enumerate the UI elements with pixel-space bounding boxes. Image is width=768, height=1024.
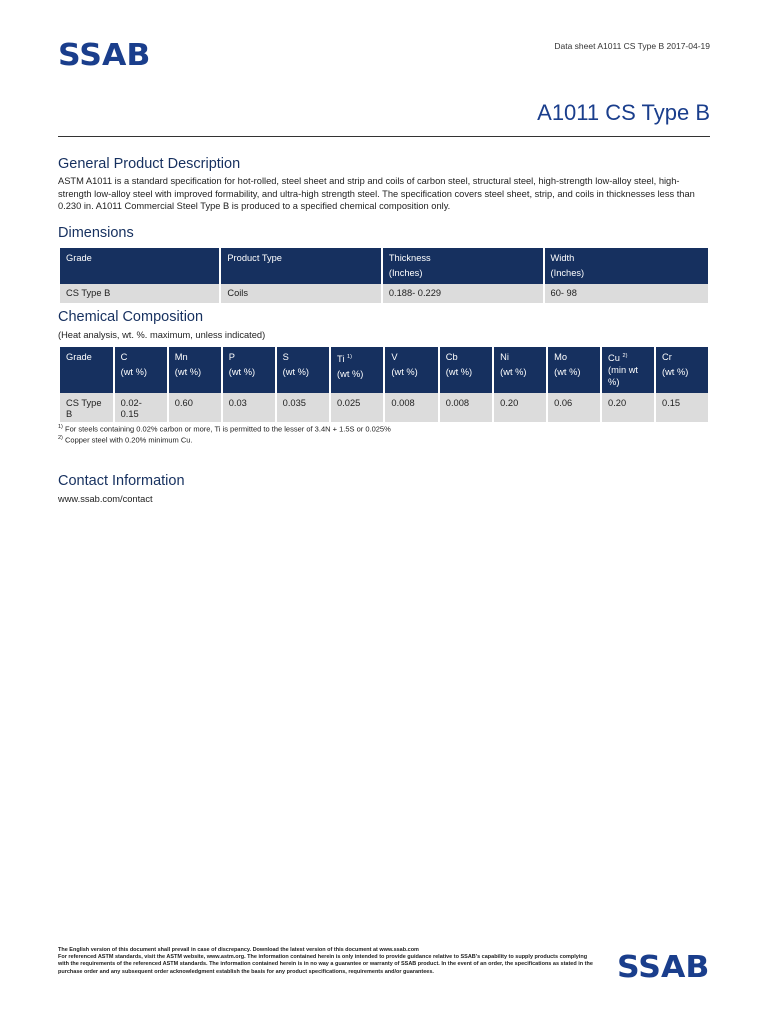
chemical-header-cell: Mn (wt %)	[169, 347, 221, 393]
chemical-composition-table	[58, 347, 710, 422]
chemical-header-cell: Cb (wt %)	[440, 347, 492, 393]
table-cell: 0.03	[223, 393, 275, 422]
dimensions-header-row	[60, 248, 708, 284]
chemical-composition-heading: Chemical Composition	[58, 309, 204, 325]
table-cell: 0.035	[277, 393, 329, 422]
footnote-1: $^{1)}$ For steels containing 0.02% carbon or more, Ti is permitted to the lesser of 3.4N + 1.5S or 0.025%	[58, 424, 391, 434]
table-cell: 0.008	[440, 393, 492, 422]
table-cell: 0.20	[602, 393, 654, 422]
footer-line-2: For referenced ASTM standards, visit the ASTM website, www.astm.org. The information contained herein is only intended to provide guidance relative to SSAB's capability to supply products complying with the requirements of the referenced ASTM standards. The information contained herein is in no way a guarantee or warranty of SSAB product. In the event of an order, the specifications as stated in the purchase order and any subsequent order acknowledgment establish the basis for any product specifications, requirements and/or guarantees.	[58, 954, 593, 975]
table-cell: 0.02- 0.15	[115, 393, 167, 422]
table-cell: CS Type B	[60, 393, 113, 422]
table-cell: 0.60	[169, 393, 221, 422]
footnote-2: $^{2)}$ Copper steel with 0.20% minimum Cu.	[58, 435, 193, 445]
chemical-header-cell: Mo (wt %)	[548, 347, 600, 393]
chemical-header-cell: P (wt %)	[223, 347, 275, 393]
dimensions-header-cell: Thickness (Inches)	[383, 248, 543, 284]
table-cell: 0.20	[494, 393, 546, 422]
title-divider	[58, 136, 710, 137]
document-meta: Data sheet A1011 CS Type B 2017-04-19	[554, 41, 710, 51]
table-cell: 0.06	[548, 393, 600, 422]
page-title: A1011 CS Type B	[537, 100, 710, 125]
dimensions-heading: Dimensions	[58, 225, 134, 241]
contact-heading: Contact Information	[58, 473, 185, 489]
chemical-header-cell: Ti $^{1)}$ (wt %)	[331, 347, 383, 393]
legal-footer	[58, 947, 598, 976]
dimensions-table	[58, 248, 710, 303]
table-row	[60, 284, 708, 303]
chemical-header-cell: Cr (wt %)	[656, 347, 708, 393]
chemical-header-cell: C (wt %)	[115, 347, 167, 393]
table-cell: 0.008	[385, 393, 437, 422]
ssab-logo-footer: SSAB	[617, 950, 710, 985]
dimensions-header-cell: Grade	[60, 248, 219, 284]
chemical-composition-subheading: (Heat analysis, wt. %. maximum, unless indicated)	[58, 330, 266, 340]
table-cell: 0.025	[331, 393, 383, 422]
ssab-logo: SSAB	[58, 38, 151, 73]
footer-line-1: The English version of this document shall prevail in case of discrepancy. Download the latest version of this document at www.ssab.com	[58, 947, 419, 953]
dimensions-header-cell: Width (Inches)	[545, 248, 708, 284]
chemical-header-cell: Ni (wt %)	[494, 347, 546, 393]
chemical-header-cell: S (wt %)	[277, 347, 329, 393]
chemical-header-cell: Grade	[60, 347, 113, 393]
table-cell: Coils	[221, 284, 380, 303]
table-cell: CS Type B	[60, 284, 219, 303]
table-row	[60, 393, 708, 422]
general-description-heading: General Product Description	[58, 156, 241, 172]
chemical-header-cell: V (wt %)	[385, 347, 437, 393]
general-description-text: ASTM A1011 is a standard specification for hot-rolled, steel sheet and strip and coils of carbon steel, structural steel, high-strength low-alloy steel, high-strength low-alloy steel with improved formability, and ultra-high strength steel. The specification covers steel sheet, strip, and coils in thicknesses less than 0.230 in. A1011 Commercial Steel Type B is produced to a specified chemical composition only.	[58, 176, 695, 211]
chemical-header-cell: Cu $^{2)}$ (min wt %)	[602, 347, 654, 393]
table-cell: 60- 98	[545, 284, 708, 303]
dimensions-header-cell: Product Type	[221, 248, 380, 284]
contact-link[interactable]: www.ssab.com/contact	[58, 494, 153, 504]
table-cell: 0.188- 0.229	[383, 284, 543, 303]
chemical-header-row	[60, 347, 708, 393]
table-cell: 0.15	[656, 393, 708, 422]
